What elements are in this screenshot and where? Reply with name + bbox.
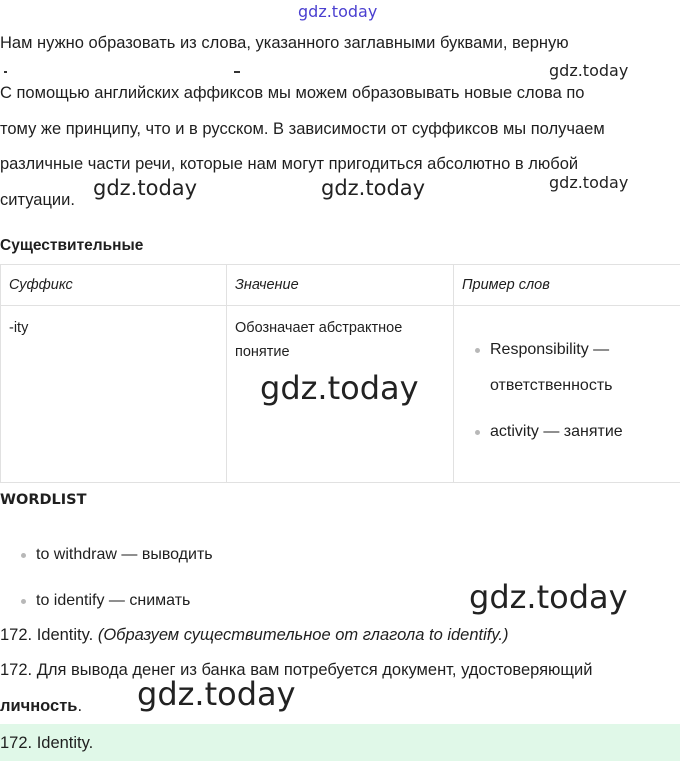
watermark: gdz.today bbox=[321, 176, 426, 200]
list-item: activity — занятие bbox=[472, 414, 672, 450]
text-fragment bbox=[234, 71, 240, 73]
column-header-meaning: Значение bbox=[227, 265, 454, 306]
intro-line-4: различные части речи, которые нам могут пригодиться абсолютно в любой bbox=[0, 155, 579, 173]
intro-line-3: тому же принципу, что и в русском. В зависимости от суффиксов мы получаем bbox=[0, 120, 605, 138]
answer-number: 172. Identity. bbox=[0, 626, 98, 644]
watermark: gdz.today bbox=[260, 369, 419, 407]
watermark: gdz.today bbox=[469, 578, 628, 616]
watermark: gdz.today bbox=[137, 675, 296, 713]
answer-note: (Образуем существительное от глагола to identify.) bbox=[97, 626, 509, 644]
text-fragment bbox=[4, 71, 7, 73]
list-item: Responsibility — ответственность bbox=[472, 332, 660, 404]
intro-line-2: С помощью английских аффиксов мы можем образовывать новые слова по bbox=[0, 84, 585, 102]
answer-line-1 bbox=[0, 626, 508, 645]
meaning-cell: Обозначает абстрактное понятие bbox=[235, 320, 403, 360]
intro-line-5: ситуации. bbox=[0, 191, 75, 209]
answer-line-2: 172. Для вывода денег из банка вам потребуется документ, удостоверяющий bbox=[0, 661, 593, 679]
answer-keyword: личность bbox=[0, 697, 78, 715]
watermark: gdz.today bbox=[549, 61, 629, 80]
intro-line-1: Нам нужно образовать из слова, указанного заглавными буквами, верную bbox=[0, 34, 569, 52]
section-heading-nouns: Существительные bbox=[0, 237, 144, 254]
list-item: to identify — снимать bbox=[18, 578, 213, 624]
watermark: gdz.today bbox=[298, 2, 378, 21]
example-list bbox=[472, 332, 672, 450]
watermark: gdz.today bbox=[549, 173, 629, 192]
answer-line-3: личность. bbox=[0, 697, 83, 715]
column-header-examples: Пример слов bbox=[454, 265, 680, 306]
final-answer-box bbox=[0, 724, 680, 761]
column-header-suffix: Суффикс bbox=[1, 265, 227, 306]
suffix-cell: -ity bbox=[9, 320, 29, 336]
final-answer: 172. Identity. bbox=[0, 734, 94, 752]
wordlist bbox=[18, 532, 213, 624]
wordlist-heading: WORDLIST bbox=[0, 492, 87, 508]
list-item: to withdraw — выводить bbox=[18, 532, 213, 578]
table-header-row bbox=[1, 265, 680, 306]
watermark: gdz.today bbox=[93, 176, 198, 200]
